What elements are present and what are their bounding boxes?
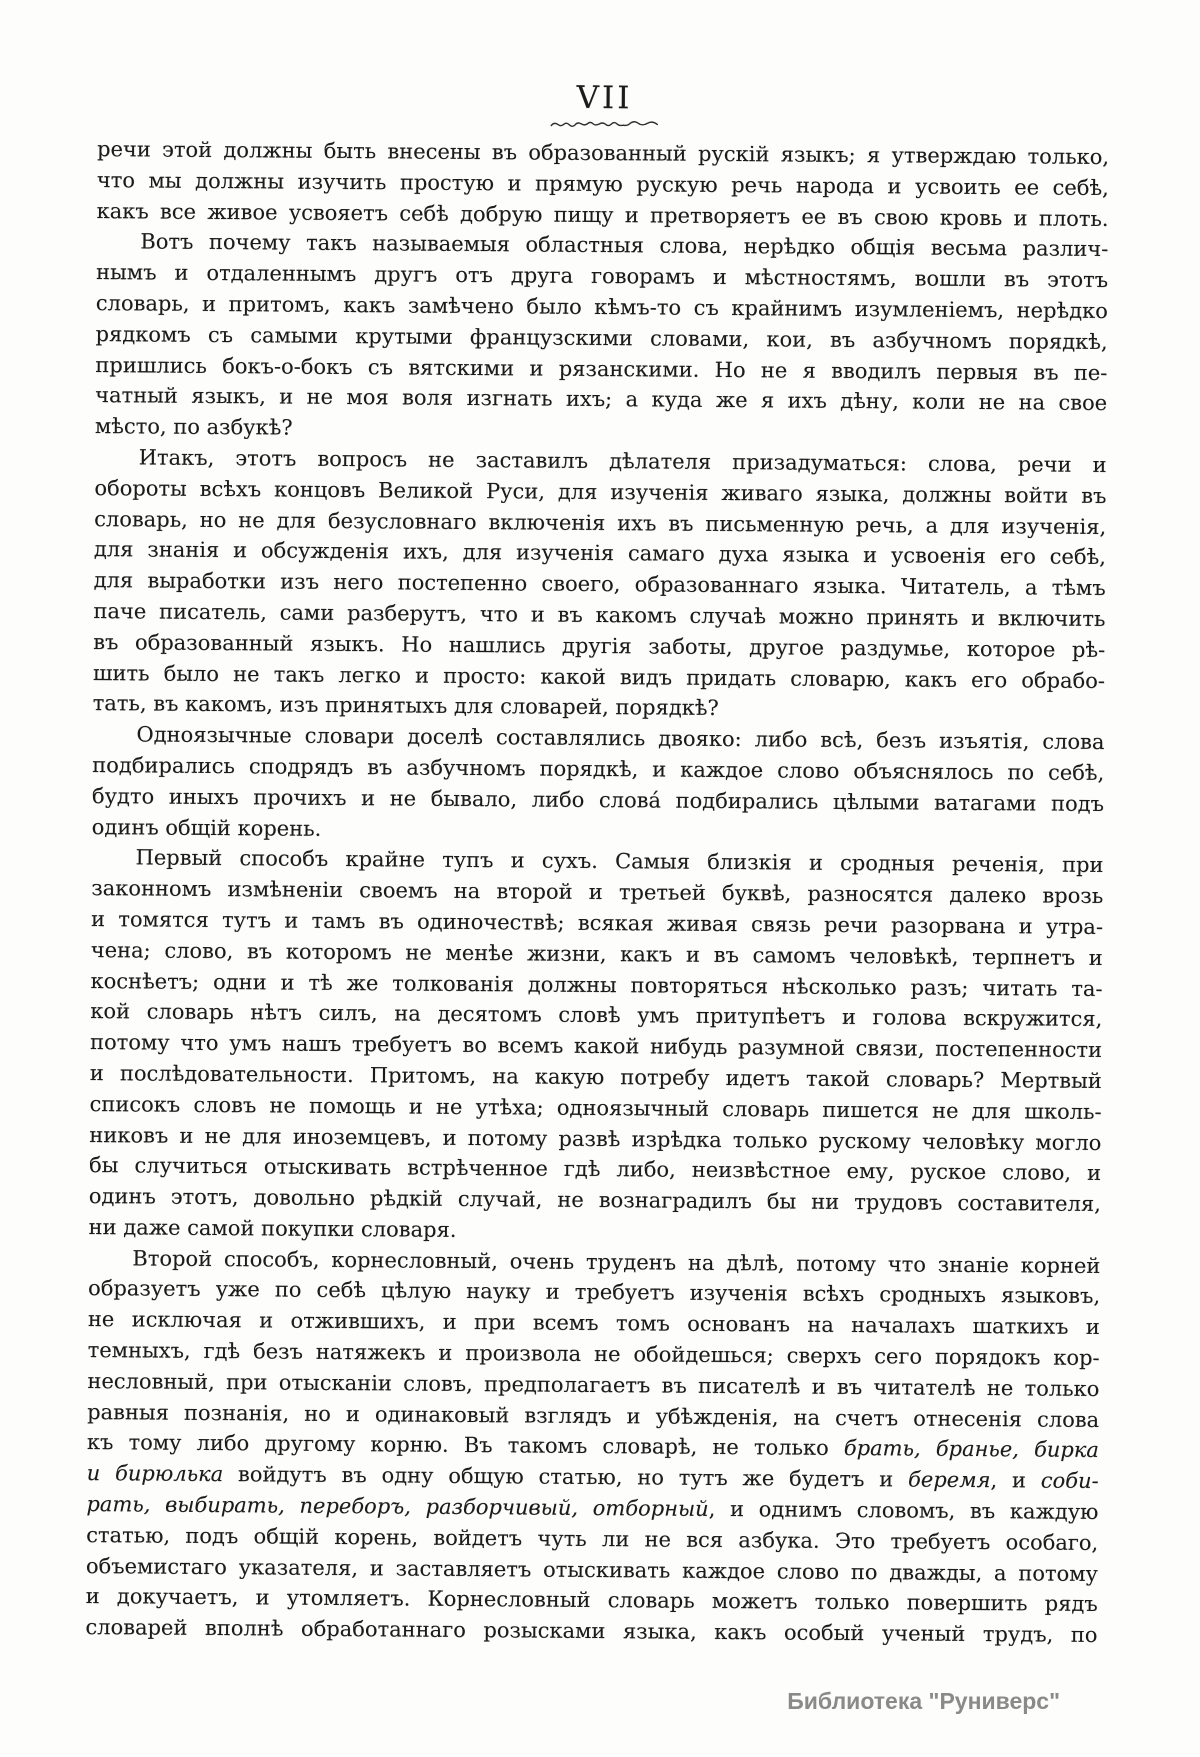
text-line: потому что умъ нашъ требуетъ во всемъ какой нибудь разумной связи, постепенности (89, 1030, 1103, 1063)
text-line: и послѣдовательности. Притомъ, на какую потребу идетъ такой словарь? Мертвый (89, 1060, 1102, 1093)
italic-term: соби- (1040, 1468, 1099, 1494)
text-line: чена; слово, въ которомъ не менѣе жизни, какъ и въ самомъ человѣкѣ, терпнетъ и (90, 937, 1103, 970)
text-line: подбирались сподрядъ въ азбучномъ порядкѣ, и каждое слово объяснялось по себѣ, (92, 752, 1105, 785)
text-line: паче писатель, сами разберутъ, что и въ какомъ случаѣ можно принять и включить (93, 598, 1106, 631)
text-line: списокъ словъ не помощь и не утѣха; одноязычный словарь пишется не для школь- (89, 1091, 1102, 1124)
text-line: темныхъ, гдѣ безъ натяжекъ и произвола не обойдешься; сверхъ сего порядокъ кор- (87, 1338, 1100, 1371)
paragraph (88, 842, 1103, 1250)
text-segment: войдутъ въ одну общую статью, но тутъ же будетъ и (223, 1462, 909, 1492)
italic-term: рать, выбирать, переборъ, разборчивый, отборный (86, 1492, 709, 1521)
text-line: образуетъ уже по себѣ цѣлую науку и требуетъ изученія всѣхъ сродныхъ языковъ, (88, 1276, 1101, 1309)
text-line: Второй способъ, корнесловный, очень труденъ на дѣлѣ, потому что знаніе корней (132, 1246, 1101, 1278)
paragraph (85, 1243, 1100, 1651)
text-segment: къ тому либо другому корню. Въ такомъ словарѣ, не только (86, 1430, 844, 1461)
text-line: Первый способъ крайне тупъ и сухъ. Самыя близкія и сродныя реченія, при (135, 845, 1104, 878)
text-line: одинъ этотъ, довольно рѣдкій случай, не вознаградилъ бы ни трудовъ составителя, (88, 1184, 1101, 1217)
text-line: не исключая и отжившихъ, и при всемъ томъ основанъ на началахъ шаткихъ и (87, 1307, 1100, 1340)
text-line: объемистаго указателя, и заставляетъ отыскивать каждое слово по дважды, а потому (85, 1553, 1098, 1586)
text-line: для выработки изъ него постепенно своего, образованнаго языка. Читатель, а тѣмъ (93, 568, 1106, 601)
text-line: тать, въ какомъ, изъ принятыхъ для словарей, порядкѣ? (92, 691, 719, 721)
text-segment: , и (990, 1468, 1041, 1493)
paragraph (96, 134, 1109, 234)
text-line: кой словарь нѣтъ силъ, на десятомъ словѣ умъ притупѣетъ и голова вскружится, (90, 999, 1103, 1032)
text-line: и докучаетъ, и утомляетъ. Корнесловный словарь можетъ только повершить рядъ (85, 1584, 1098, 1617)
paragraph (92, 719, 1105, 850)
text-line: для знанія и обсужденія ихъ, для изученія самаго духа языка и усвоенія его себѣ, (93, 537, 1106, 570)
text-line: ни даже самой покупки словаря. (88, 1214, 457, 1242)
text-line: никовъ и не для иноземцевъ, и потому развѣ изрѣдка только рускому человѣку могло (89, 1122, 1102, 1155)
text-line: статью, подъ общій корень, войдетъ чуть ли не вся азбука. Это требуетъ особаго, (86, 1522, 1099, 1555)
text-line: чатный языкъ, и не моя воля изгнать ихъ; а куда же я ихъ дѣну, коли не на свое (95, 383, 1108, 416)
paragraph (95, 226, 1109, 450)
text-line: нымъ и отдаленнымъ другъ отъ друга говорамъ и мѣстностямъ, вошли въ этотъ (95, 260, 1109, 293)
text-line: речи этой должны быть внесены въ образованный рускій языкъ; я утверждаю только, (96, 137, 1110, 169)
text-line: одинъ общій корень. (91, 814, 322, 841)
text-line: словарь, и притомъ, какъ замѣчено было кѣмъ-то съ крайнимъ изумленіемъ, нерѣдко (95, 291, 1108, 323)
text-line: Итакъ, этотъ вопросъ не заставилъ дѣлателя призадуматься: слова, речи и (138, 445, 1107, 477)
text-line: несловный, при отысканіи словъ, предполагаетъ въ писателѣ и въ читателѣ не только (87, 1368, 1100, 1401)
text-line: Одноязычные словари доселѣ составлялись двояко: либо всѣ, безъ изъятія, слова (136, 722, 1105, 755)
text-segment: , и однимъ словомъ, въ каждую (708, 1496, 1099, 1525)
text-line: что мы должны изучить простую и прямую рускую речь народа и усвоить ее себѣ, (96, 167, 1109, 200)
text-line: обороты всѣхъ концовъ Великой Руси, для изученія живаго языка, должны войти въ (94, 475, 1107, 508)
text-line: и томятся тутъ и тамъ въ одиночествѣ; всякая живая связь речи разорвана и утра- (90, 906, 1104, 939)
text-line: законномъ измѣненіи своемъ на второй и третьей буквѣ, разносятся далеко врозь (91, 876, 1104, 909)
text-line: шить было не такъ легко и просто: какой видъ придать словарю, какъ его обрабо- (92, 660, 1106, 693)
text-line: въ образованный языкъ. Но нашлись другія заботы, другое раздумье, которое рѣ- (93, 629, 1106, 662)
text-line: словарей вполнѣ обработаннаго розысками языка, какъ особый ученый трудъ, по (85, 1615, 1098, 1648)
italic-term: беремя (907, 1467, 991, 1493)
text-line: будто иныхъ прочихъ и не бывало, либо слова́ подбирались цѣлыми ватагами подъ (91, 783, 1105, 816)
page-text (85, 134, 1109, 1651)
text-line: какъ все живое усвояетъ себѣ добрую пищу и претворяетъ ее въ свою кровь и плоть. (96, 198, 1109, 231)
library-watermark: Библиотека "Руниверс" (787, 1688, 1060, 1714)
text-line: рядкомъ съ самыми крутыми французскими словами, кои, въ азбучномъ порядкѣ, (95, 321, 1108, 354)
text-line: словарь, но не для безусловнаго включенія ихъ въ письменную речь, а для изученія, (94, 506, 1107, 539)
paragraph (93, 442, 1107, 727)
italic-term: и бирюлька (86, 1461, 224, 1487)
text-line: мѣсто, по азбукѣ? (94, 414, 293, 440)
page-number: VII (576, 79, 633, 117)
header-divider-ornament-icon (549, 119, 667, 132)
text-line: бы случиться отыскивать встрѣченное гдѣ либо, неизвѣстное ему, руское слово, и (88, 1153, 1102, 1186)
text-line: равныя познанія, но и одинаковый взглядъ и убѣжденія, на счетъ отнесенія слова (87, 1399, 1100, 1432)
text-line: Вотъ почему такъ называемыя областныя слова, нерѣдко общія весьма различ- (140, 229, 1109, 262)
text-line: пришлись бокъ-о-бокъ съ вятскими и рязанскими. Но не я вводилъ первыя въ пе- (95, 352, 1108, 385)
text-line: коснѣетъ; одни и тѣ же толкованія должны повторяться нѣсколько разъ; читать та- (90, 968, 1103, 1001)
italic-term: брать, бранье, бирка (843, 1436, 1099, 1463)
